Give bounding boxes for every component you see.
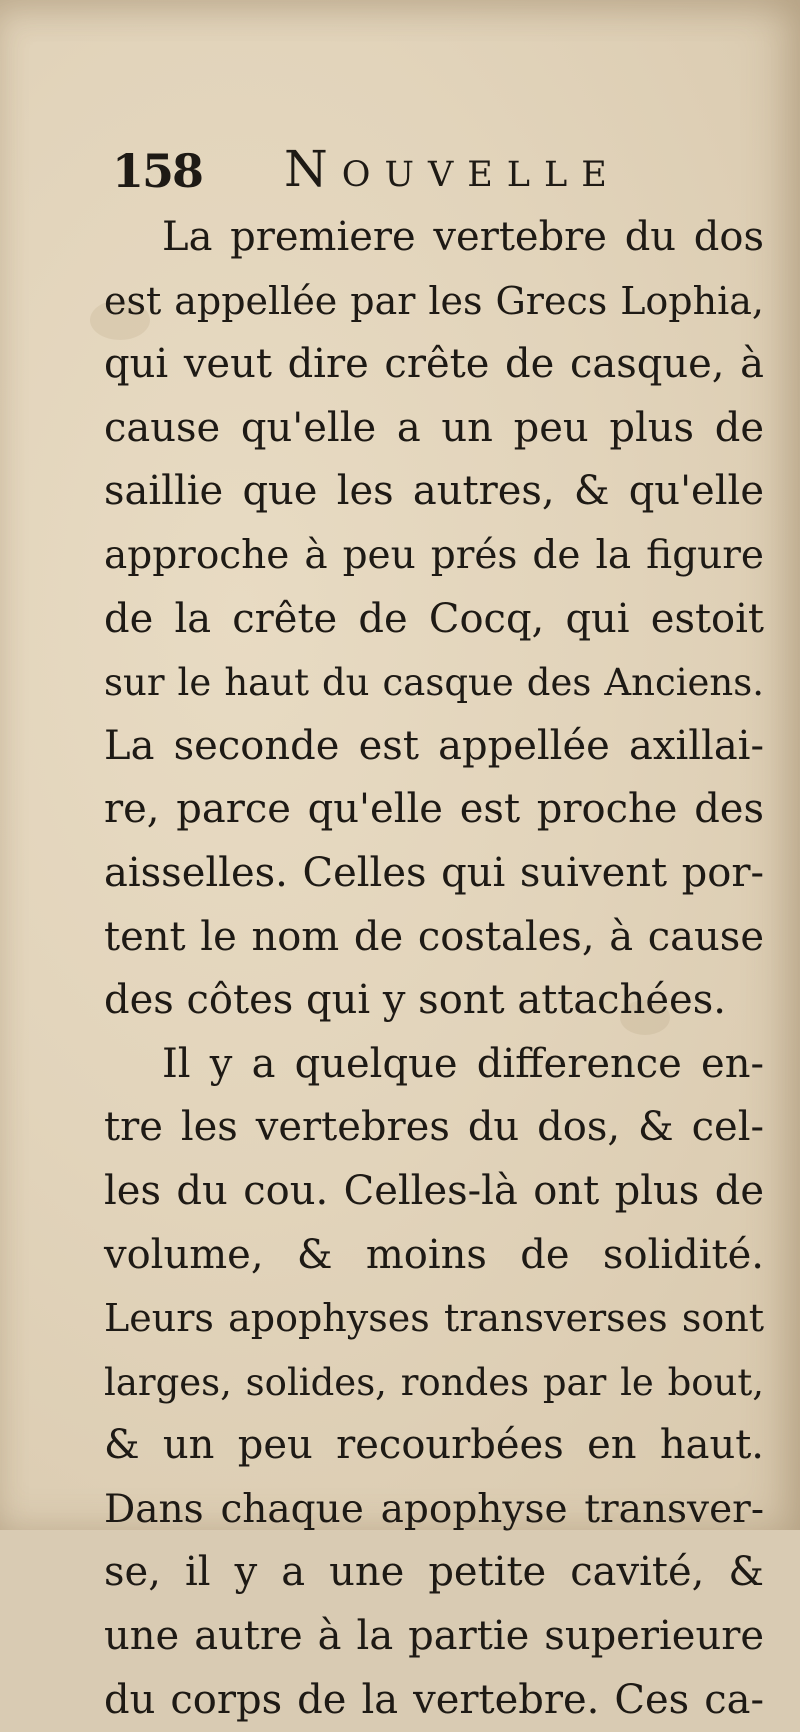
text-line: les du cou. Celles-là ont plus de: [104, 1167, 764, 1214]
running-title: Nouvelle: [284, 140, 621, 198]
text-line: saillie que les autres, & qu'elle: [104, 468, 764, 515]
body-text: [104, 206, 764, 1732]
text-line: La seconde est appellée axillai-: [104, 722, 764, 769]
text-line: larges, solides, rondes par le bout,: [104, 1360, 764, 1404]
text-line: La premiere vertebre du dos: [162, 214, 764, 260]
page-header: [112, 140, 762, 196]
text-line: se, il y a une petite cavité, &: [104, 1549, 764, 1596]
text-line: re, parce qu'elle est proche des: [104, 786, 764, 833]
text-line: une autre à la partie superieure: [104, 1613, 764, 1660]
text-line: de la crête de Cocq, qui estoit: [104, 595, 764, 642]
text-line: volume, & moins de solidité.: [104, 1231, 764, 1278]
text-line: approche à peu prés de la figure: [104, 532, 764, 578]
text-line: qui veut dire crête de casque, à: [104, 341, 764, 388]
text-line: des côtes qui y sont attachées.: [104, 977, 726, 1024]
text-line: & un peu recourbées en haut.: [104, 1422, 764, 1469]
text-line: cause qu'elle a un peu plus de: [104, 404, 764, 451]
text-line: tent le nom de costales, à cause: [104, 913, 764, 960]
text-line: du corps de la vertebre. Ces ca-: [104, 1676, 764, 1723]
text-line: aisselles. Celles qui suivent por-: [104, 849, 764, 896]
text-line: Dans chaque apophyse transver-: [104, 1486, 764, 1532]
page-number: 158: [112, 144, 203, 198]
text-line: Il y a quelque difference en-: [162, 1040, 764, 1087]
text-line: Leurs apophyses transverses sont: [104, 1296, 764, 1341]
text-line: est appellée par les Grecs Lophia,: [104, 278, 764, 323]
text-line: sur le haut du casque des Anciens.: [104, 661, 764, 705]
text-line: tre les vertebres du dos, & cel-: [104, 1104, 764, 1151]
